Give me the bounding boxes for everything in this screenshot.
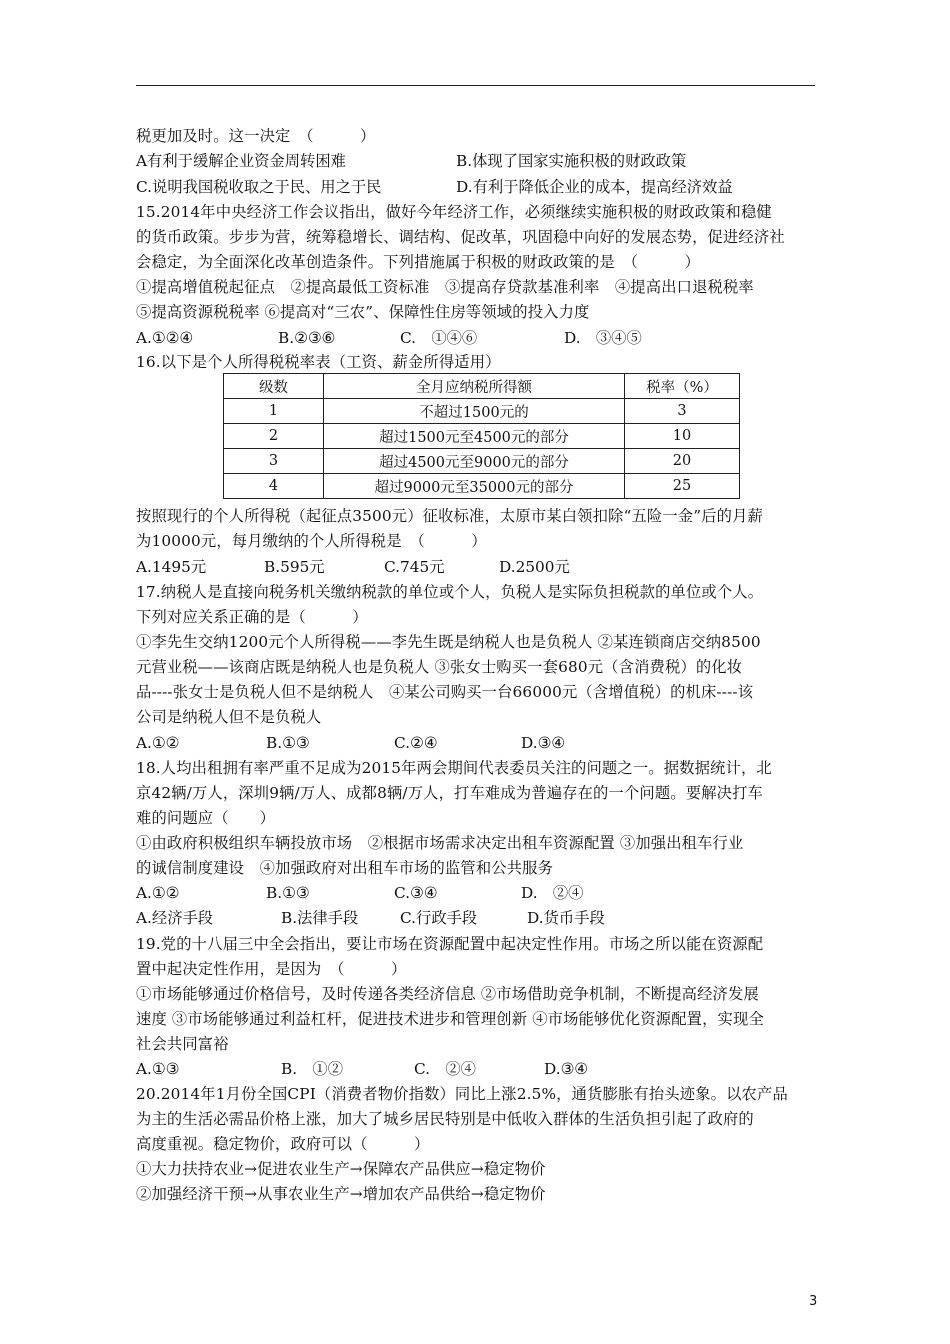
option-c: C.745元 [384,558,445,576]
option-b: B.595元 [264,558,325,576]
header-cell: 全月应纳税所得额 [324,374,625,399]
option-d: D.2500元 [499,558,570,576]
q19-line-2: 置中起决定性作用，是因为 （ ） [136,960,407,978]
q20-line-2: 为主的生活必需品价格上涨，加大了城乡居民特别是中低收入群体的生活负担引起了政府的 [136,1110,754,1128]
option-a: A.1495元 [136,558,207,576]
option-b: B. ①② [281,1060,343,1078]
option-b: B.①③ [266,884,310,902]
q15-line-1: 15.2014年中央经济工作会议指出，做好今年经济工作，必须继续实施积极的财政政策和稳健 [136,203,772,221]
option-a: A.经济手段 [136,909,214,927]
table-cell: 25 [625,474,740,499]
table-cell: 2 [224,424,324,449]
table-cell: 3 [625,399,740,424]
table-cell: 超过9000元至35000元的部分 [324,474,625,499]
table-row [224,474,740,499]
q17-items-2: 元营业税——该商店既是纳税人也是负税人 ③张女士购买一套680元（含消费税）的化妆 [136,658,743,676]
q18-items-2: 的诚信制度建设 ④加强政府对出租车市场的监管和公共服务 [136,859,554,877]
option-b: B.②③⑥ [278,329,336,347]
table-row [224,449,740,474]
table-row [224,399,740,424]
header-rule [136,85,815,86]
q17-items-1: ①李先生交纳1200元个人所得税——李先生既是纳税人也是负税人 ②某连锁商店交纳8500 [136,633,761,651]
q16-line-2: 为10000元，每月缴纳的个人所得税是 （ ） [136,532,487,550]
option-c: C.说明我国税收取之于民、用之于民 [136,178,382,196]
option-c: C.③④ [394,884,438,902]
q18-line-1: 18.人均出租拥有率严重不足成为2015年两会期间代表委员关注的问题之一。据数据统计，北 [136,759,772,777]
q19-items-1: ①市场能够通过价格信号，及时传递各类经济信息 ②市场借助竞争机制，不断提高经济发展 [136,985,759,1003]
tax-rate-table [223,373,740,499]
option-b: B.①③ [266,734,310,752]
q15-items-2: ⑤提高资源税税率 ⑥提高对“三农”、保障性住房等领域的投入力度 [136,303,590,321]
option-c: C.②④ [394,734,438,752]
option-d: D. ②④ [521,884,584,902]
q17-items-4: 公司是纳税人但不是负税人 [136,708,322,726]
q15-items-1: ①提高增值税起征点 ②提高最低工资标准 ③提高存贷款基准利率 ④提高出口退税税率 [136,278,754,296]
option-d: D.③④ [521,734,566,752]
option-a: A.①② [136,884,180,902]
q18-line-2: 京42辆/万人，深圳9辆/万人、成都8辆/万人，打车难成为普遍存在的一个问题。要解决打车 [136,784,763,802]
table-row [224,424,740,449]
q15-line-2: 的货币政策。步步为营，统筹稳增长、调结构、促改革，巩固稳中向好的发展态势，促进经济社 [136,228,785,246]
page-number: 3 [809,1294,818,1309]
table-cell: 10 [625,424,740,449]
q17-items-3: 品----张女士是负税人但不是纳税人 ④某公司购买一台66000元（含增值税）的机床----该 [136,683,754,701]
option-d: D.货币手段 [527,909,605,927]
q19-line-1: 19.党的十八届三中全会指出，要让市场在资源配置中起决定性作用。市场之所以能在资源配 [136,935,764,953]
header-cell: 级数 [224,374,324,399]
table-cell: 4 [224,474,324,499]
option-c: C.行政手段 [400,909,478,927]
option-d: D.有利于降低企业的成本，提高经济效益 [456,178,733,196]
option-d: D. ③④⑤ [564,329,642,347]
header-cell: 税率（%） [625,374,740,399]
option-c: C. ②④ [414,1060,476,1078]
q18-items-1: ①由政府积极组织车辆投放市场 ②根据市场需求决定出租车资源配置 ③加强出租车行业 [136,834,744,852]
q15-line-3: 会稳定，为全面深化改革创造条件。下列措施属于积极的财政政策的是 （ ） [136,253,700,271]
q20-item-2: ②加强经济干预→从事农业生产→增加农产品供给→稳定物价 [136,1185,546,1203]
table-cell: 不超过1500元的 [324,399,625,424]
table-cell: 20 [625,449,740,474]
q16-stem: 16.以下是个人所得税税率表（工资、薪金所得适用） [136,353,501,371]
option-b: B.法律手段 [281,909,359,927]
option-d: D.③④ [544,1060,589,1078]
q19-items-2: 速度 ③市场能够通过利益杠杆，促进技术进步和管理创新 ④市场能够优化资源配置，实现全 [136,1010,764,1028]
q16-line-1: 按照现行的个人所得税（起征点3500元）征收标准，太原市某白领扣除“五险一金”后的月薪 [136,507,764,525]
table-cell: 1 [224,399,324,424]
option-a: A.①③ [136,1060,180,1078]
table-cell: 3 [224,449,324,474]
q20-line-3: 高度重视。稳定物价，政府可以（ ） [136,1135,430,1153]
option-b: B.体现了国家实施积极的财政政策 [456,152,687,170]
q20-line-1: 20.2014年1月份全国CPI（消费者物价指数）同比上涨2.5%，通货膨胀有抬头迹象。以农产品 [136,1085,788,1103]
option-a: A.①②④ [136,329,194,347]
table-header-row [224,374,740,399]
q17-line-2: 下列对应关系正确的是（ ） [136,608,368,626]
table-cell: 超过4500元至9000元的部分 [324,449,625,474]
q14-stem-end: 税更加及时。这一决定 （ ） [136,127,376,145]
table-cell: 超过1500元至4500元的部分 [324,424,625,449]
q19-items-3: 社会共同富裕 [136,1035,229,1053]
q17-line-1: 17.纳税人是直接向税务机关缴纳税款的单位或个人，负税人是实际负担税款的单位或个人。 [136,583,764,601]
q20-item-1: ①大力扶持农业→促进农业生产→保障农产品供应→稳定物价 [136,1160,546,1178]
option-c: C. ①④⑥ [400,329,478,347]
q18-line-3: 难的问题应（ ） [136,809,276,827]
option-a: A.①② [136,734,180,752]
option-a: A有利于缓解企业资金周转困难 [136,152,346,170]
